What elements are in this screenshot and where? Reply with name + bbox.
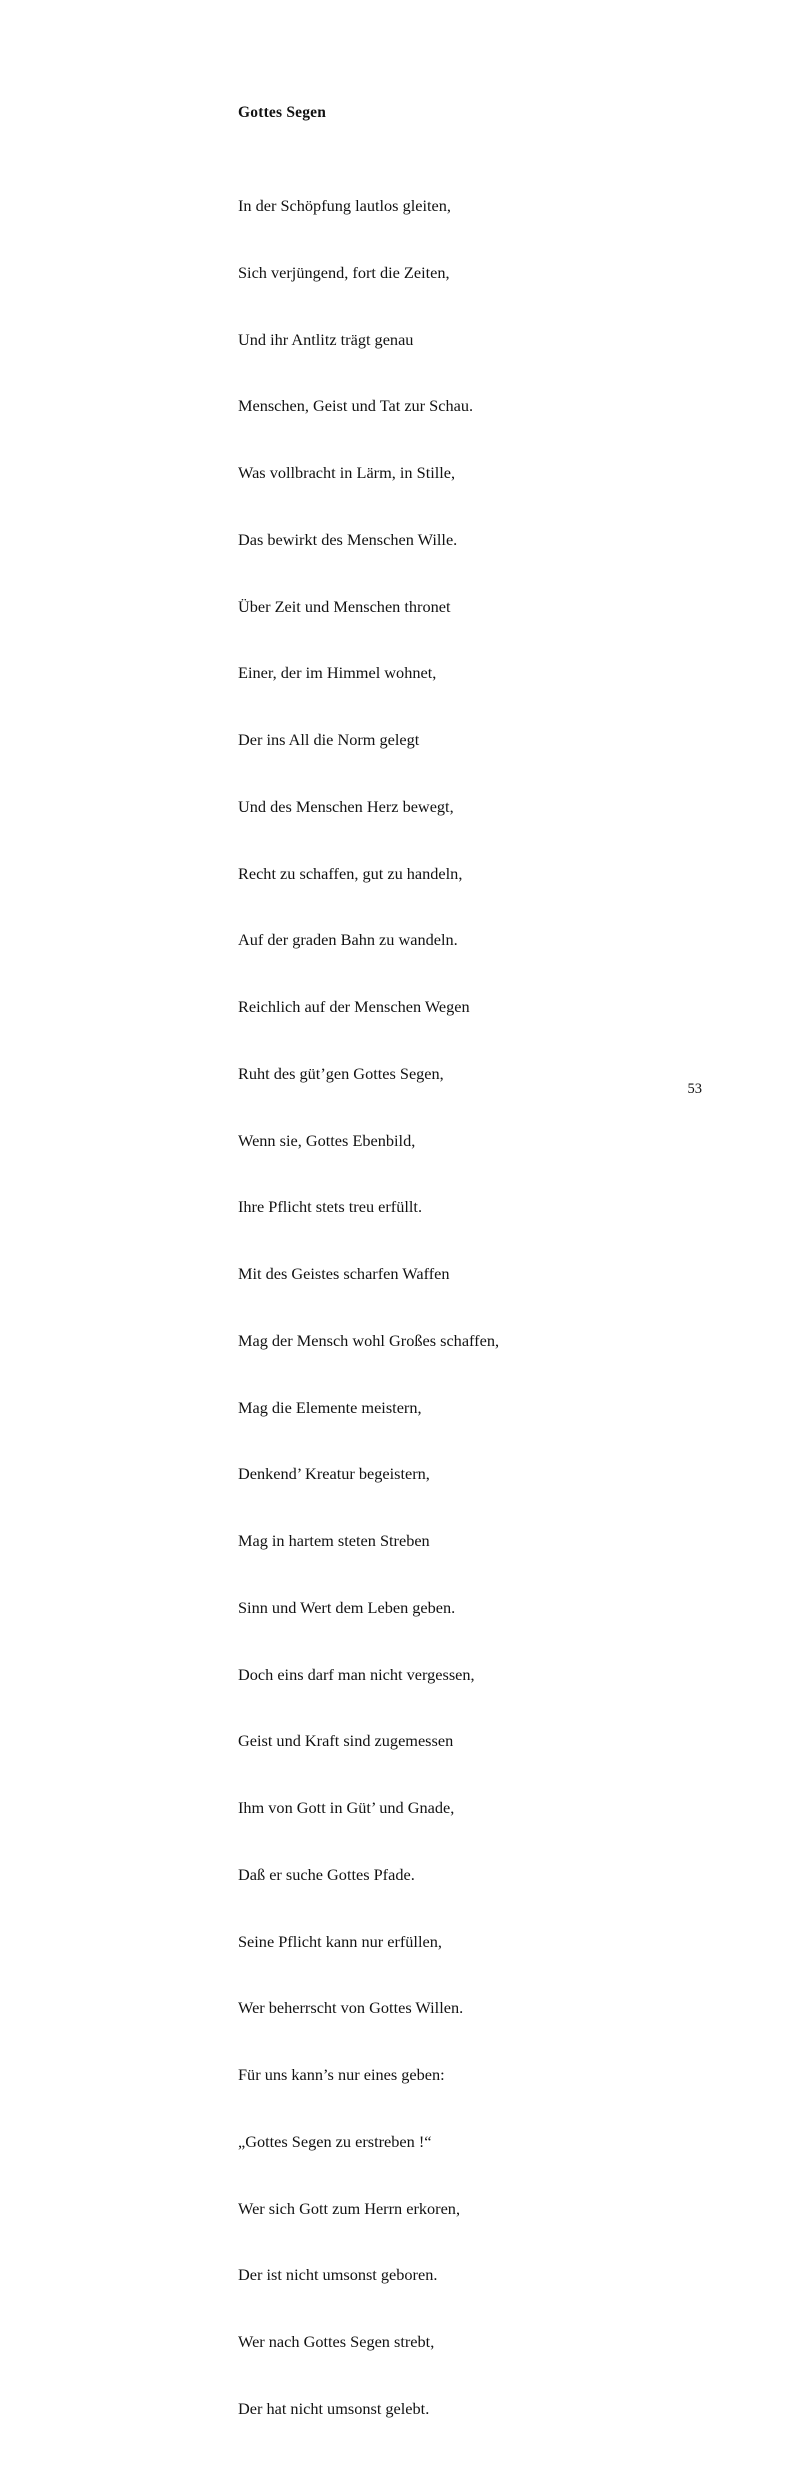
poem-line: Wer beherrscht von Gottes Willen.: [238, 1998, 464, 2018]
poem-line: Wer nach Gottes Segen strebt,: [238, 2332, 435, 2352]
poem-line: Menschen, Geist und Tat zur Schau.: [238, 396, 474, 416]
page-title: Gottes Segen: [238, 104, 327, 121]
poem-line: In der Schöpfung lautlos gleiten,: [238, 196, 451, 216]
poem-line: Was vollbracht in Lärm, in Stille,: [238, 463, 456, 483]
poem-line: Doch eins darf man nicht vergessen,: [238, 1664, 475, 1684]
poem-line: Das bewirkt des Menschen Wille.: [238, 529, 458, 549]
poem-line: Sich verjüngend, fort die Zeiten,: [238, 262, 450, 282]
poem-line: Für uns kann’s nur eines geben:: [238, 2065, 445, 2085]
poem-line: Reichlich auf der Menschen Wegen: [238, 997, 470, 1017]
poem-line: „Gottes Segen zu erstreben !“: [238, 2131, 432, 2151]
poem-line: Über Zeit und Menschen thronet: [238, 596, 451, 616]
poem-line: Wer sich Gott zum Herrn erkoren,: [238, 2198, 461, 2218]
poem-line: Daß er suche Gottes Pfade.: [238, 1864, 415, 1884]
poem-line: Auf der graden Bahn zu wandeln.: [238, 930, 458, 950]
poem-body: [238, 151, 658, 2465]
poem-line: Der hat nicht umsonst gelebt.: [238, 2398, 430, 2418]
poem-line: Mit des Geistes scharfen Waffen: [238, 1264, 450, 1284]
poem-line: Mag die Elemente meistern,: [238, 1397, 422, 1417]
poem-line: Denkend’ Kreatur begeistern,: [238, 1464, 430, 1484]
poem-line: Mag der Mensch wohl Großes schaffen,: [238, 1330, 500, 1350]
poem-line: Und ihr Antlitz trägt genau: [238, 329, 414, 349]
poem-line: Mag in hartem steten Streben: [238, 1531, 430, 1551]
poem-line: Ihm von Gott in Güt’ und Gnade,: [238, 1798, 455, 1818]
poem-line: Einer, der im Himmel wohnet,: [238, 663, 437, 683]
poem-line: Der ist nicht umsonst geboren.: [238, 2265, 438, 2285]
poem-line: Ihre Pflicht stets treu erfüllt.: [238, 1197, 423, 1217]
poem-line: Seine Pflicht kann nur erfüllen,: [238, 1931, 442, 1951]
poem-block: [238, 104, 658, 2465]
poem-line: Der ins All die Norm gelegt: [238, 730, 420, 750]
poem-line: Wenn sie, Gottes Ebenbild,: [238, 1130, 416, 1150]
poem-line: Ruht des güt’gen Gottes Segen,: [238, 1063, 444, 1083]
poem-line: Sinn und Wert dem Leben geben.: [238, 1597, 456, 1617]
poem-line: Geist und Kraft sind zugemessen: [238, 1731, 454, 1751]
page-number: 53: [687, 1080, 702, 1097]
poem-line: Und des Menschen Herz bewegt,: [238, 796, 454, 816]
poem-line: Recht zu schaffen, gut zu handeln,: [238, 863, 463, 883]
